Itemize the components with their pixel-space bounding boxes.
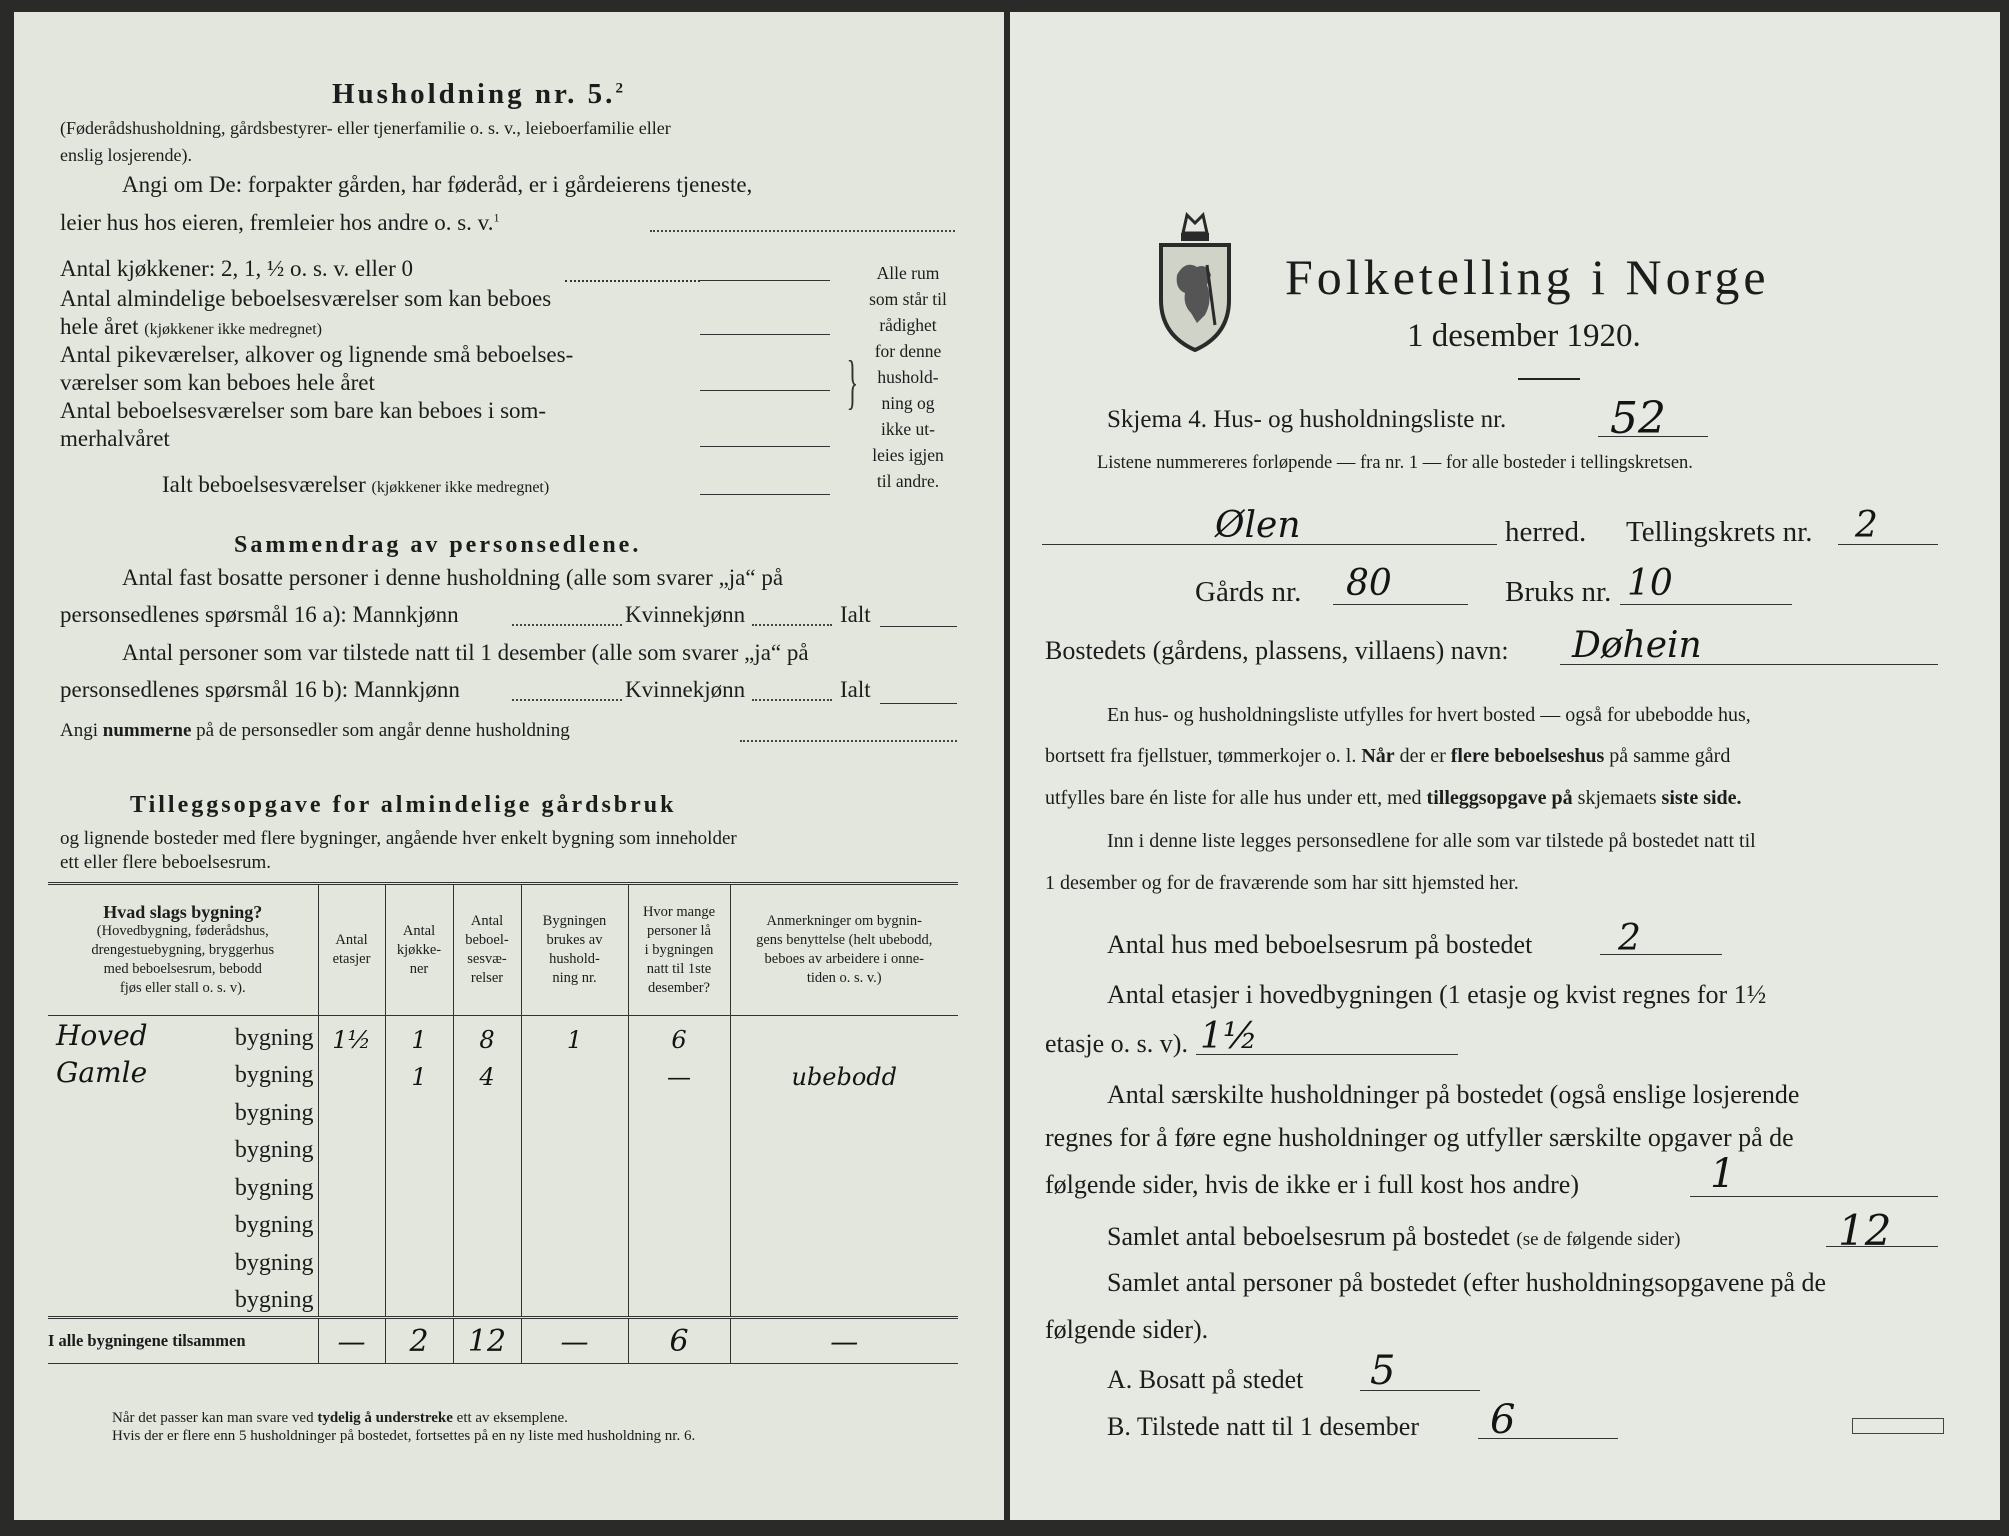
cell-personer[interactable]	[628, 1241, 730, 1279]
bosatt-value[interactable]: 5	[1370, 1348, 1396, 1394]
sammendrag-heading: Sammendrag av personsedlene.	[234, 532, 642, 558]
cell-type[interactable]: bygning	[234, 1099, 314, 1126]
angi-text: Angi om De: forpakter gården, har føderåd, er i gårdeierens tjeneste,	[122, 172, 753, 197]
ialt-field[interactable]	[700, 494, 830, 495]
fast-bosatte: Antal fast bosatte personer i denne husholdning (alle som svarer „ja“ på	[122, 565, 784, 590]
brace: }	[846, 349, 859, 415]
rooms-pike-2: værelser som kan beboes hele året	[60, 370, 375, 395]
samlet-rum-label: Samlet antal beboelsesrum på bostedet (se de følgende sider)	[1107, 1222, 1681, 1251]
census-date: 1 desember 1920.	[1407, 318, 1641, 354]
samlet-pers-text-2: følgende sider).	[1045, 1315, 1209, 1344]
rooms-som-2: merhalvåret	[60, 426, 170, 451]
cell-personer[interactable]	[628, 1204, 730, 1242]
cell-personer[interactable]	[628, 1279, 730, 1318]
table-row	[48, 1166, 958, 1204]
cell-anm[interactable]	[730, 1204, 958, 1242]
sarskilte-text-2: regnes for å føre egne husholdninger og utfyller særskilte opgaver på de	[1045, 1123, 1794, 1152]
side-note: Alle rum som står til rådighet for denne hushold- ning og ikke ut- leies igjen til andre.	[869, 263, 947, 491]
th-hushold: Bygningen brukes av hushold- ning nr.	[521, 884, 628, 1016]
cell-kjokken[interactable]	[385, 1241, 453, 1279]
th-personer: Hvor mange personer lå i bygningen natt til 1ste desember?	[628, 884, 730, 1016]
cell-type[interactable]: Gamle bygning	[56, 1056, 314, 1089]
cell-vaerelser[interactable]: 4	[453, 1054, 521, 1092]
alm-field[interactable]	[700, 334, 830, 335]
cell-vaerelser[interactable]: 8	[453, 1016, 521, 1054]
bruks-value[interactable]: 10	[1627, 563, 1673, 604]
cell-type[interactable]: bygning	[234, 1212, 314, 1238]
skjema-field	[1598, 436, 1708, 437]
cell-type[interactable]: bygning	[234, 1287, 314, 1313]
tilstede: Antal personer som var tilstede natt til 1 desember (alle som svarer „ja“ på	[122, 640, 809, 665]
cell-etasjer[interactable]: 1½	[318, 1016, 385, 1054]
household-subtitle-2: enslig losjerende).	[60, 145, 192, 165]
table-row	[48, 1279, 958, 1318]
tellingskrets-label: Tellingskrets nr.	[1626, 516, 1813, 548]
angi-field[interactable]	[650, 230, 955, 232]
tillegg-heading: Tilleggsopgave for almindelige gårdsbruk	[130, 792, 677, 818]
herred-value[interactable]: Ølen	[1215, 505, 1301, 546]
bosted-value[interactable]: Døhein	[1572, 625, 1702, 666]
cell-hushold[interactable]	[521, 1204, 628, 1242]
tellingskrets-value[interactable]: 2	[1855, 505, 1878, 546]
cell-vaerelser[interactable]	[453, 1241, 521, 1279]
til-kvinne-label: Kvinnekjønn	[625, 677, 746, 702]
gards-field	[1333, 604, 1468, 605]
cell-type[interactable]: bygning	[234, 1137, 314, 1163]
table-row	[48, 1091, 958, 1129]
kjokken-field[interactable]	[700, 280, 830, 281]
table-row	[48, 1241, 958, 1279]
tilstede-label: B. Tilstede natt til 1 desember	[1107, 1412, 1419, 1441]
bosatt-field	[1360, 1390, 1480, 1391]
etasjer-field	[1196, 1054, 1458, 1055]
etasjer-text-2: etasje o. s. v).	[1045, 1029, 1188, 1058]
gards-value[interactable]: 80	[1346, 563, 1392, 604]
cell-anm[interactable]	[730, 1129, 958, 1167]
cell-etasjer[interactable]	[318, 1166, 385, 1204]
cell-personer[interactable]	[628, 1091, 730, 1129]
fast-kvinne-field[interactable]	[752, 624, 832, 626]
bruks-label: Bruks nr.	[1505, 576, 1612, 608]
tilstede-2: personsedlenes spørsmål 16 b): Mannkjønn	[60, 677, 460, 702]
footnote-1: Når det passer kan man svare ved tydelig å understreke ett av eksemplene.	[112, 1410, 568, 1426]
cell-personer[interactable]: —	[628, 1054, 730, 1092]
cell-anm[interactable]	[730, 1279, 958, 1318]
cell-kjokken[interactable]	[385, 1204, 453, 1242]
building-table	[48, 882, 958, 1364]
tillegg-desc: og lignende bosteder med flere bygninger, angående hver enkelt bygning som inneholder	[60, 828, 737, 849]
hus-label: Antal hus med beboelsesrum på bostedet	[1107, 930, 1533, 959]
nummerne-field[interactable]	[740, 740, 957, 742]
th-type: Hvad slags bygning? (Hovedbygning, føderådshus, drengestuebygning, bryggerhus med beboelsesrum, bebodd fjøs eller stall o. s. v).	[48, 884, 318, 1016]
census-title: Folketelling i Norge	[1285, 249, 1770, 305]
cell-kjokken[interactable]	[385, 1166, 453, 1204]
rooms-kjokken: Antal kjøkkener: 2, 1, ½ o. s. v. eller 0	[60, 256, 414, 281]
cell-etasjer[interactable]	[318, 1091, 385, 1129]
cell-kjokken[interactable]: 1	[385, 1054, 453, 1092]
table-header-row	[48, 884, 958, 1016]
sarskilte-field	[1690, 1196, 1938, 1197]
herred-field	[1042, 544, 1497, 545]
fast-mann-field[interactable]	[512, 624, 622, 626]
cell-type[interactable]: bygning	[234, 1174, 314, 1201]
cell-anm[interactable]	[730, 1241, 958, 1279]
cell-kjokken[interactable]: 1	[385, 1016, 453, 1054]
sarskilte-text-3: følgende sider, hvis de ikke er i full kost hos andre)	[1045, 1170, 1579, 1199]
sum-hushold[interactable]: —	[521, 1318, 628, 1364]
cell-kjokken[interactable]	[385, 1091, 453, 1129]
pike-field[interactable]	[700, 390, 830, 391]
instr-5: 1 desember og for de fraværende som har sitt hjemsted her.	[1045, 872, 1519, 894]
sum-personer[interactable]: 6	[628, 1318, 730, 1364]
angi-nummerne: Angi nummerne på de personsedler som angår denne husholdning	[60, 720, 570, 741]
instr-3: utfylles bare én liste for alle hus under ett, med tilleggsopgave på skjemaets siste side.	[1045, 787, 1742, 809]
sum-vaerelser[interactable]: 12	[453, 1318, 521, 1364]
cell-hushold[interactable]	[521, 1091, 628, 1129]
til-ialt-label: Ialt	[840, 677, 871, 702]
samlet-pers-text: Samlet antal personer på bostedet (efter husholdningsopgavene på de	[1107, 1268, 1827, 1297]
cell-personer[interactable]	[628, 1166, 730, 1204]
table-row	[48, 1016, 958, 1054]
rooms-alm: Antal almindelige beboelsesværelser som kan beboes	[60, 286, 552, 311]
hus-field	[1600, 954, 1722, 955]
cell-hushold[interactable]	[521, 1129, 628, 1167]
cell-anm[interactable]	[730, 1166, 958, 1204]
th-vaerelser: Antal beboel- sesvæ- relser	[453, 884, 521, 1016]
instr-1: En hus- og husholdningsliste utfylles for hvert bosted — også for ubebodde hus,	[1107, 704, 1751, 726]
table-row	[48, 1204, 958, 1242]
angi-text-2: leier hus hos eieren, fremleier hos andre o. s. v.$^1$	[60, 210, 500, 235]
household-subtitle: (Føderådshusholdning, gårdsbestyrer- eller tjenerfamilie o. s. v., leieboerfamilie eller	[60, 118, 671, 138]
skjema-label: Skjema 4. Hus- og husholdningsliste nr.	[1107, 406, 1507, 433]
rooms-pike: Antal pikeværelser, alkover og lignende små beboelses-	[60, 342, 574, 367]
cell-type[interactable]: bygning	[234, 1249, 314, 1276]
kjokken-dots	[565, 280, 700, 282]
skjema-number[interactable]: 52	[1610, 393, 1666, 444]
cell-etasjer[interactable]	[318, 1279, 385, 1318]
herred-label: herred.	[1505, 516, 1587, 548]
rooms-som: Antal beboelsesværelser som bare kan beboes i som-	[60, 398, 547, 423]
cell-etasjer[interactable]	[318, 1054, 385, 1092]
sum-kjokken[interactable]: 2	[385, 1318, 453, 1364]
til-kvinne-field[interactable]	[752, 699, 832, 701]
gards-label: Gårds nr.	[1195, 576, 1302, 608]
cell-kjokken[interactable]	[385, 1279, 453, 1318]
bruks-field	[1620, 604, 1792, 605]
bosted-field	[1560, 664, 1938, 665]
sum-etasjer[interactable]: —	[318, 1318, 385, 1364]
coat-of-arms-icon	[1155, 205, 1235, 355]
fast-ialt-field[interactable]	[880, 626, 957, 627]
cell-type[interactable]: Hoved bygning	[56, 1018, 314, 1052]
hus-value[interactable]: 2	[1618, 918, 1641, 959]
cell-personer[interactable]: 6	[628, 1016, 730, 1054]
cell-etasjer[interactable]	[318, 1129, 385, 1167]
samlet-rum-value[interactable]: 12	[1838, 1206, 1892, 1255]
etasjer-value[interactable]: 1½	[1200, 1016, 1258, 1057]
fast-ialt-label: Ialt	[840, 602, 871, 627]
cell-kjokken[interactable]	[385, 1129, 453, 1167]
bosatt-label: A. Bosatt på stedet	[1107, 1365, 1304, 1394]
bosted-label: Bostedets (gårdens, plassens, villaens) navn:	[1045, 636, 1509, 665]
cell-vaerelser[interactable]	[453, 1091, 521, 1129]
sarskilte-value[interactable]: 1	[1710, 1151, 1736, 1197]
th-anm: Anmerkninger om bygnin- gens benyttelse (helt ubebodd, beboes av arbeidere i onne- tiden o. s. v.)	[730, 884, 958, 1016]
cell-anm[interactable]	[730, 1016, 958, 1054]
cell-vaerelser[interactable]	[453, 1204, 521, 1242]
cell-personer[interactable]	[628, 1129, 730, 1167]
til-mann-field[interactable]	[512, 699, 622, 701]
cell-etasjer[interactable]	[318, 1241, 385, 1279]
sum-anm[interactable]: —	[730, 1318, 958, 1364]
etasjer-text: Antal etasjer i hovedbygningen (1 etasje og kvist regnes for 1½	[1107, 980, 1767, 1009]
som-field[interactable]	[700, 446, 830, 447]
instr-4: Inn i denne liste legges personsedlene for alle som var tilstede på bostedet natt til	[1107, 830, 1756, 852]
tillegg-desc-2: ett eller flere beboelsesrum.	[60, 852, 272, 873]
cell-vaerelser[interactable]	[453, 1129, 521, 1167]
cell-hushold[interactable]	[521, 1054, 628, 1092]
listene-note: Listene nummereres forløpende — fra nr. 1 — for alle bosteder i tellingskretsen.	[1097, 453, 1693, 473]
table-row	[48, 1054, 958, 1092]
cell-vaerelser[interactable]	[453, 1166, 521, 1204]
table-row	[48, 1129, 958, 1167]
table-sum-row	[48, 1318, 958, 1364]
sarskilte-text: Antal særskilte husholdninger på bostedet (også enslige losjerende	[1107, 1080, 1800, 1109]
cell-hushold[interactable]: 1	[521, 1016, 628, 1054]
rooms-ialt: Ialt beboelsesværelser (kjøkkener ikke medregnet)	[162, 472, 550, 497]
samlet-rum-field	[1826, 1246, 1938, 1247]
til-ialt-field[interactable]	[880, 703, 957, 704]
cell-anm[interactable]: ubebodd	[730, 1054, 958, 1092]
title-rule	[1518, 378, 1580, 380]
printer-stamp	[1852, 1418, 1944, 1434]
cell-anm[interactable]	[730, 1091, 958, 1129]
tilstede-field	[1478, 1438, 1618, 1439]
th-kjokken: Antal kjøkke- ner	[385, 884, 453, 1016]
cell-hushold[interactable]	[521, 1241, 628, 1279]
sum-label: I alle bygningene tilsammen	[48, 1318, 318, 1364]
household-title: Husholdning nr. 5.$^2$	[332, 78, 626, 110]
fast-bosatte-2: personsedlenes spørsmål 16 a): Mannkjønn	[60, 602, 459, 627]
footnote-2: Hvis der er flere enn 5 husholdninger på bostedet, fortsettes på en ny liste med husholdning nr. 6.	[112, 1428, 696, 1444]
tilstede-value[interactable]: 6	[1490, 1397, 1516, 1443]
th-etasjer: Antal etasjer	[318, 884, 385, 1016]
tellingskrets-field	[1838, 544, 1938, 545]
cell-hushold[interactable]	[521, 1279, 628, 1318]
rooms-alm-2: hele året (kjøkkener ikke medregnet)	[60, 314, 322, 339]
fast-kvinne-label: Kvinnekjønn	[625, 602, 746, 627]
cell-vaerelser[interactable]	[453, 1279, 521, 1318]
cell-etasjer[interactable]	[318, 1204, 385, 1242]
cell-hushold[interactable]	[521, 1166, 628, 1204]
instr-2: bortsett fra fjellstuer, tømmerkojer o. l. Når der er flere beboelseshus på samme gård	[1045, 745, 1731, 767]
